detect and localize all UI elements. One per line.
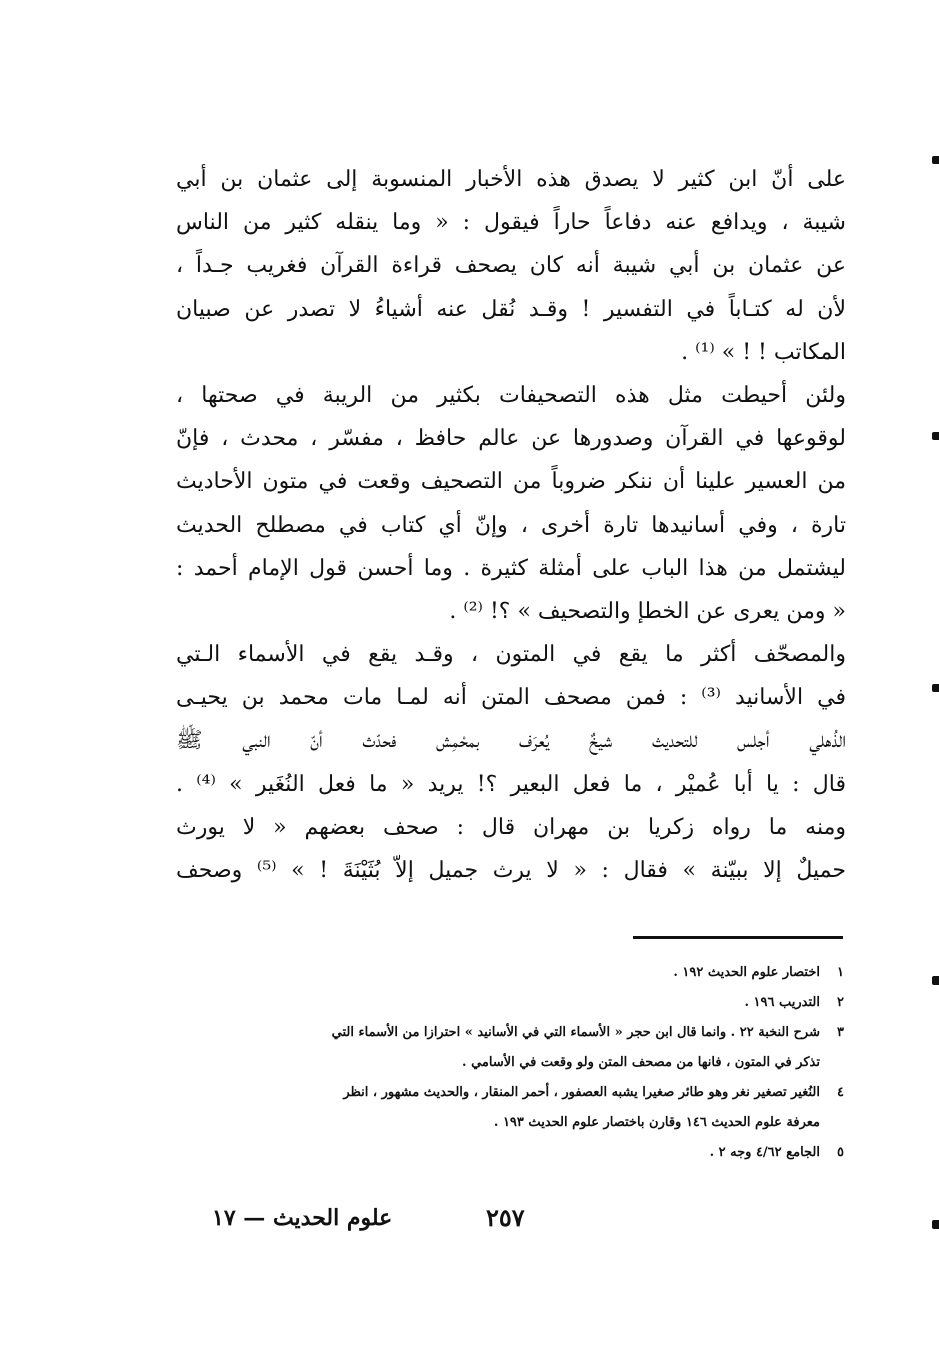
footnote-item xyxy=(168,1018,844,1078)
footnotes xyxy=(168,958,844,1168)
footnote-item xyxy=(168,958,844,988)
scan-edge-mark xyxy=(932,684,939,692)
text-line: تارة ، وفي أسانيدها تارة أخرى ، وإنّ أي كتاب في مصطلح الحديث xyxy=(176,512,846,538)
footnote-text: الجامع ٤/٦٢ وجه ٢ . xyxy=(709,1145,820,1160)
scan-edge-mark xyxy=(932,432,939,440)
main-text xyxy=(176,158,846,892)
footnote-number: ٥ xyxy=(837,1145,844,1160)
footnote-number: ١ xyxy=(837,965,844,980)
text-line: المكاتب ! ! » ⁽¹⁾ . xyxy=(681,339,846,365)
footnote-number: ٢ xyxy=(837,995,844,1010)
footnote-text: النُغير تصغير نغر وهو طائر صغيرا يشبه العصفور ، أحمر المنقار ، والحديث مشهور ، انظر xyxy=(343,1085,820,1100)
text-line: « ومن يعرى عن الخطإ والتصحيف » ؟! ⁽²⁾ . xyxy=(449,598,846,624)
footnote-text: شرح النخبة ٢٢ . وانما قال ابن حجر « الأسماء التي في الأسانيد » احترازا من الأسماء التي xyxy=(331,1025,820,1040)
text-line: ليشتمل من هذا الباب على أمثلة كثيرة . وما أحسن قول الإمام أحمد : xyxy=(176,555,846,581)
footnote-number: ٤ xyxy=(837,1085,844,1100)
footnote-text: التدريب ١٩٦ . xyxy=(744,995,820,1010)
text-line: على أنّ ابن كثير لا يصدق هذه الأخبار المنسوبة إلى عثمان بن أبي xyxy=(176,167,846,192)
scan-edge-mark xyxy=(932,1220,939,1229)
footnote-item xyxy=(168,1138,844,1168)
text-line: لأن له كتـاباً في التفسير ! وقـد نُقل عنه أشياءُ لا تصدر عن صبيان xyxy=(176,296,846,322)
text-line: قال : يا أبا عُميْر ، ما فعل البعير ؟! يريد « ما فعل النُغَير » ⁽⁴⁾ . xyxy=(176,771,846,797)
footnote-text: تذكر في المتون ، فانها من مصحف المتن ولو وقعت في الأسامي . xyxy=(462,1055,820,1070)
scan-edge-mark xyxy=(932,976,939,985)
text-line: الذُهلي أجلس للتحديث شيخٌ يُعرَف بمحْمِش فحدّث أنّ النبي ﷺ xyxy=(176,728,846,754)
text-line: ولئن أحيطت مثل هذه التصحيفات بكثير من الريبة في صحتها ، xyxy=(176,382,846,408)
text-line: حميلٌ إلا ببيّنة » فقال : « لا يرث جميل إلاّ بُثَيْنَةَ ! » ⁽⁵⁾ وصحف xyxy=(176,858,846,883)
scan-edge-mark xyxy=(932,156,939,164)
text-line: في الأسانيد ⁽³⁾ : فمن مصحف المتن أنه لمـا مات محمد بن يحيـى xyxy=(176,685,846,711)
footnote-text: معرفة علوم الحديث ١٤٦ وقارن باختصار علوم الحديث ١٩٣ . xyxy=(493,1115,820,1130)
text-line: عن عثمان بن أبي شيبة أنه كان يصحف قراءة القرآن فغريب جـداً ، xyxy=(176,253,846,279)
footnote-text: اختصار علوم الحديث ١٩٢ . xyxy=(673,965,820,980)
text-line: ومنه ما رواه زكريا بن مهران قال : صحف بعضهم « لا يورث xyxy=(176,814,846,840)
text-line: والمصحّف أكثر ما يقع في المتون ، وقـد يقع في الأسماء الـتي xyxy=(176,642,846,668)
footnote-item xyxy=(168,1078,844,1138)
footnote-divider xyxy=(633,936,843,939)
text-line: شيبة ، ويدافع عنه دفاعاً حاراً فيقول : « وما ينقله كثير من الناس xyxy=(176,210,846,236)
page-number: ٢٥٧ xyxy=(486,1203,525,1232)
footnote-item xyxy=(168,988,844,1018)
book-signature: علوم الحديث — ١٧ xyxy=(212,1205,393,1231)
text-line: لوقوعها في القرآن وصدورها عن عالم حافظ ، مفسّر ، محدث ، فإنّ xyxy=(176,426,846,452)
text-line: من العسير علينا أن ننكر ضروباً من التصحيف وقعت في متون الأحاديث xyxy=(176,469,846,495)
footnote-number: ٣ xyxy=(837,1025,844,1040)
page-footer xyxy=(0,1198,939,1238)
